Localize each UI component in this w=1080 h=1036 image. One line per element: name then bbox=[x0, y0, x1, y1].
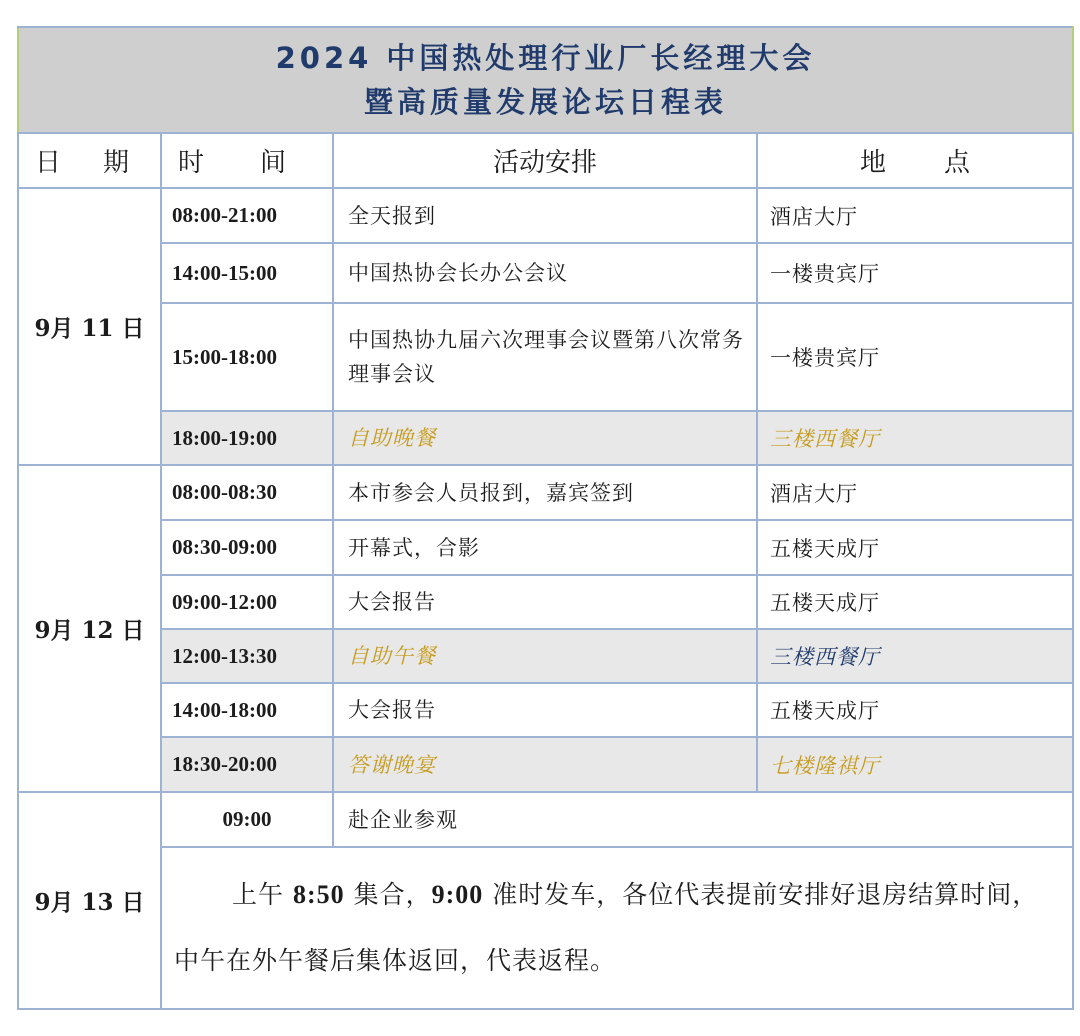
table-row bbox=[18, 847, 1073, 1009]
location-cell: 一楼贵宾厅 bbox=[757, 243, 1073, 303]
time-cell: 09:00-12:00 bbox=[161, 575, 333, 629]
title-line-1: 2024 中国热处理行业厂长经理大会 bbox=[275, 41, 816, 75]
time-cell: 08:00-08:30 bbox=[161, 465, 333, 520]
table-row bbox=[18, 188, 1073, 243]
time-cell: 14:00-15:00 bbox=[161, 243, 333, 303]
time-cell: 09:00 bbox=[161, 792, 333, 847]
activity-cell: 本市参会人员报到，嘉宾签到 bbox=[333, 465, 757, 520]
departure-note: 上午 8:50 集合，9:00 准时发车，各位代表提前安排好退房结算时间，中午在外午餐后集体返回，代表返程。 bbox=[161, 847, 1073, 1009]
location-cell: 三楼西餐厅 bbox=[757, 411, 1073, 465]
time-cell: 14:00-18:00 bbox=[161, 683, 333, 737]
activity-cell: 大会报告 bbox=[333, 683, 757, 737]
activity-cell: 中国热协九届六次理事会议暨第八次常务理事会议 bbox=[333, 303, 757, 411]
schedule-title bbox=[18, 27, 1073, 133]
table-row bbox=[18, 520, 1073, 575]
table-row bbox=[18, 243, 1073, 303]
table-row bbox=[18, 792, 1073, 847]
table-row bbox=[18, 683, 1073, 737]
activity-cell: 答谢晚宴 bbox=[333, 737, 757, 792]
date-cell-day1: 9月 11 日 bbox=[18, 188, 161, 465]
location-cell: 五楼天成厅 bbox=[757, 520, 1073, 575]
activity-cell: 自助午餐 bbox=[333, 629, 757, 683]
time-cell: 15:00-18:00 bbox=[161, 303, 333, 411]
table-row bbox=[18, 629, 1073, 683]
table-row bbox=[18, 411, 1073, 465]
time-cell: 18:30-20:00 bbox=[161, 737, 333, 792]
table-row bbox=[18, 737, 1073, 792]
activity-cell: 自助晚餐 bbox=[333, 411, 757, 465]
table-row bbox=[18, 575, 1073, 629]
header-time: 时 间 bbox=[161, 133, 333, 188]
date-cell-day3: 9月 13 日 bbox=[18, 792, 161, 1009]
header-activity: 活动安排 bbox=[333, 133, 757, 188]
time-cell: 08:00-21:00 bbox=[161, 188, 333, 243]
activity-cell: 全天报到 bbox=[333, 188, 757, 243]
header-row bbox=[18, 133, 1073, 188]
location-cell: 五楼天成厅 bbox=[757, 683, 1073, 737]
title-row bbox=[18, 27, 1073, 133]
time-cell: 12:00-13:30 bbox=[161, 629, 333, 683]
location-cell: 七楼隆祺厅 bbox=[757, 737, 1073, 792]
activity-cell: 赴企业参观 bbox=[333, 792, 1073, 847]
time-cell: 18:00-19:00 bbox=[161, 411, 333, 465]
location-cell: 酒店大厅 bbox=[757, 188, 1073, 243]
title-line-2: 暨高质量发展论坛日程表 bbox=[363, 85, 727, 119]
activity-cell: 大会报告 bbox=[333, 575, 757, 629]
header-date: 日 期 bbox=[18, 133, 161, 188]
location-cell: 一楼贵宾厅 bbox=[757, 303, 1073, 411]
activity-cell: 开幕式，合影 bbox=[333, 520, 757, 575]
date-cell-day2: 9月 12 日 bbox=[18, 465, 161, 792]
location-cell: 三楼西餐厅 bbox=[757, 629, 1073, 683]
header-location: 地 点 bbox=[757, 133, 1073, 188]
location-cell: 酒店大厅 bbox=[757, 465, 1073, 520]
location-cell: 五楼天成厅 bbox=[757, 575, 1073, 629]
schedule-table bbox=[17, 26, 1074, 1010]
table-row bbox=[18, 465, 1073, 520]
table-row bbox=[18, 303, 1073, 411]
time-cell: 08:30-09:00 bbox=[161, 520, 333, 575]
activity-cell: 中国热协会长办公会议 bbox=[333, 243, 757, 303]
